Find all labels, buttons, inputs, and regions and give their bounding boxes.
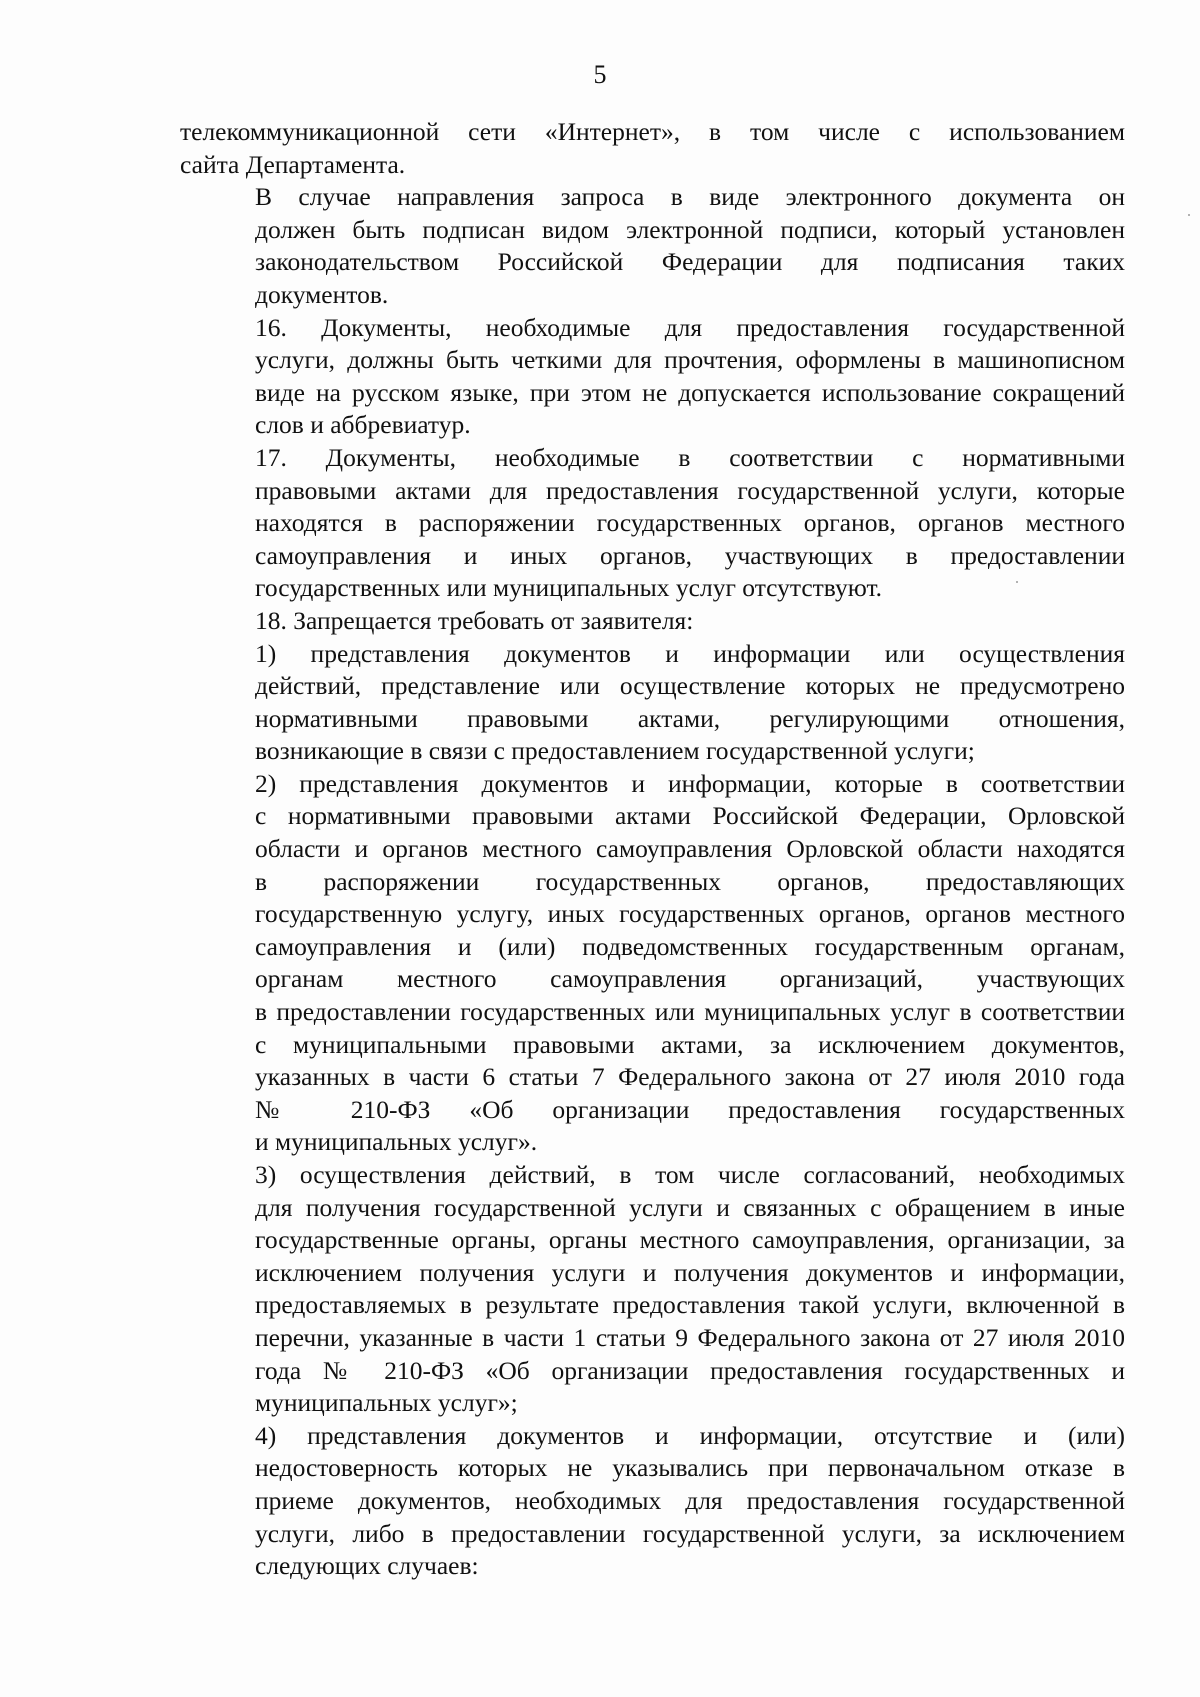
- list-item-2: [180, 768, 1125, 1159]
- text-line: документов.: [255, 279, 389, 309]
- scan-speck: [1016, 581, 1018, 583]
- text-line: 2) представления документов и информации, которые в соответствии: [255, 768, 1125, 798]
- text-line: В случае направления запроса в виде электронного документа он: [255, 182, 1125, 212]
- text-line: муниципальных услуг»;: [255, 1388, 518, 1418]
- text-line: самоуправления и (или) подведомственных государственным органам,: [255, 931, 1125, 961]
- text-line: следующих случаев:: [255, 1551, 479, 1581]
- text-line: № 210-ФЗ «Об организации предоставления государственных: [255, 1094, 1125, 1124]
- text-line: органам местного самоуправления организаций, участвующих: [255, 964, 1125, 994]
- text-line: нормативными правовыми актами, регулирующими отношения,: [255, 703, 1125, 733]
- page-number: 5: [593, 60, 607, 89]
- text-line: перечни, указанные в части 1 статьи 9 Федерального закона от 27 июля 2010: [255, 1322, 1125, 1352]
- text-line: 16. Документы, необходимые для предоставления государственной: [255, 312, 1125, 342]
- text-line: 4) представления документов и информации, отсутствие и (или): [255, 1420, 1125, 1450]
- text-line: телекоммуникационной сети «Интернет», в том числе с использованием: [180, 117, 1125, 146]
- text-line: возникающие в связи с предоставлением государственной услуги;: [255, 736, 975, 766]
- text-line: недостоверность которых не указывались при первоначальном отказе в: [255, 1453, 1125, 1483]
- text-line: в предоставлении государственных или муниципальных услуг в соответствии: [255, 997, 1125, 1027]
- text-line: исключением получения услуги и получения документов и информации,: [255, 1257, 1125, 1287]
- text-line: действий, представление или осуществление которых не предусмотрено: [255, 671, 1125, 701]
- text-line: должен быть подписан видом электронной подписи, который установлен: [255, 214, 1125, 244]
- text-line: 3) осуществления действий, в том числе согласований, необходимых: [255, 1160, 1125, 1189]
- text-line: правовыми актами для предоставления государственной услуги, которые: [255, 475, 1125, 505]
- paragraph-electronic-signature: [180, 181, 1125, 311]
- text-line: области и органов местного самоуправления Орловской области находятся: [255, 834, 1125, 864]
- list-item-3: [180, 1159, 1125, 1420]
- list-item-4: [180, 1420, 1125, 1583]
- paragraph-17: [180, 442, 1125, 605]
- text-line: государственных или муниципальных услуг отсутствуют.: [255, 573, 883, 603]
- text-line: находятся в распоряжении государственных органов, органов местного: [255, 508, 1125, 538]
- text-line: года № 210-ФЗ «Об организации предоставления государственных и: [255, 1355, 1125, 1385]
- text-line: с муниципальными правовыми актами, за исключением документов,: [255, 1029, 1125, 1059]
- text-line: 18. Запрещается требовать от заявителя:: [255, 605, 694, 635]
- paragraph-18: [180, 605, 1125, 638]
- paragraph-16: [180, 312, 1125, 442]
- text-line: предоставляемых в результате предоставления такой услуги, включенной в: [255, 1290, 1125, 1320]
- text-line: с нормативными правовыми актами Российской Федерации, Орловской: [255, 801, 1125, 831]
- text-line: услуги, либо в предоставлении государственной услуги, за исключением: [255, 1518, 1125, 1548]
- text-line: и муниципальных услуг».: [255, 1127, 538, 1157]
- text-line: в распоряжении государственных органов, предоставляющих: [255, 866, 1125, 896]
- text-line: приеме документов, необходимых для предоставления государственной: [255, 1485, 1125, 1515]
- text-line: для получения государственной услуги и связанных с обращением в иные: [255, 1192, 1125, 1222]
- text-line: государственную услугу, иных государственных органов, органов местного: [255, 899, 1125, 929]
- text-line: виде на русском языке, при этом не допускается использование сокращений: [255, 377, 1125, 407]
- list-item-1: [180, 638, 1125, 768]
- document-body: [180, 116, 1125, 1583]
- paragraph-internet-continuation: [180, 116, 1125, 181]
- text-line: 17. Документы, необходимые в соответствии с нормативными: [255, 442, 1125, 472]
- text-line: слов и аббревиатур.: [255, 410, 471, 440]
- text-line: сайта Департамента.: [180, 149, 406, 179]
- text-line: государственные органы, органы местного самоуправления, организации, за: [255, 1225, 1125, 1255]
- text-line: указанных в части 6 статьи 7 Федерального закона от 27 июля 2010 года: [255, 1062, 1125, 1092]
- text-line: 1) представления документов и информации или осуществления: [255, 638, 1125, 668]
- text-line: законодательством Российской Федерации для подписания таких: [255, 247, 1125, 277]
- scan-speck: [1188, 214, 1190, 216]
- text-line: самоуправления и иных органов, участвующих в предоставлении: [255, 540, 1125, 570]
- text-line: услуги, должны быть четкими для прочтения, оформлены в машинописном: [255, 345, 1125, 375]
